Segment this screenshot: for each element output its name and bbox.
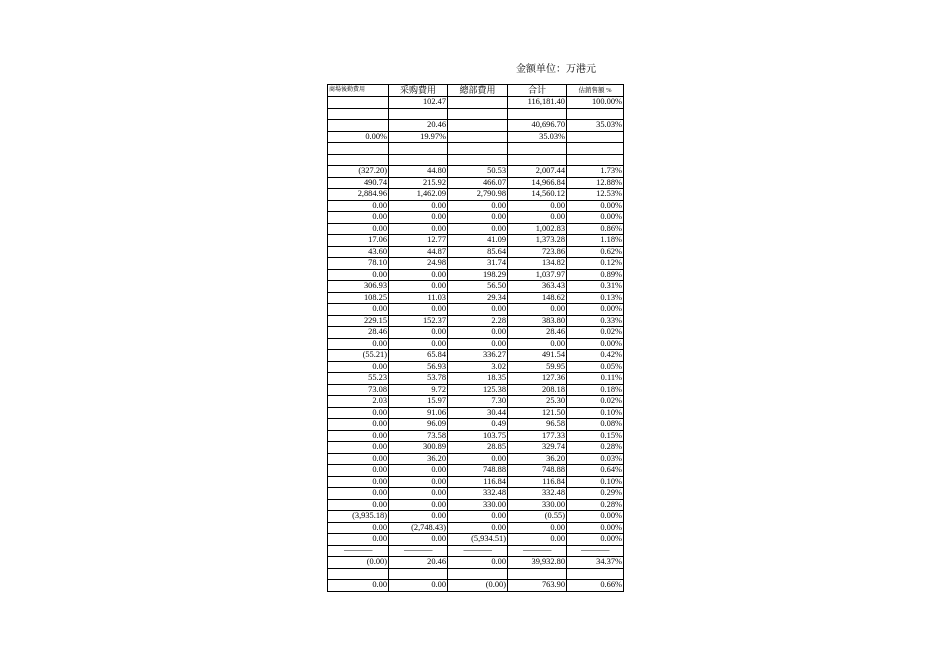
cell-procurement: 0.00 xyxy=(389,580,448,592)
cell-headquarters: 56.50 xyxy=(448,281,508,293)
cell-sales-pct: 0.13% xyxy=(567,292,624,304)
cell-procurement: 0.00 xyxy=(389,476,448,488)
cell-headquarters: 31.74 xyxy=(448,258,508,270)
cell-procurement: 44.87 xyxy=(389,246,448,258)
cell-total: 177.33 xyxy=(508,430,567,442)
cell-sales-pct: 0.28% xyxy=(567,442,624,454)
cell-headquarters: 28.85 xyxy=(448,442,508,454)
cell-total: 35.03% xyxy=(508,131,567,143)
cell-mall-backoffice: 0.00 xyxy=(328,522,389,534)
table-row xyxy=(328,154,624,166)
cell-procurement: 36.20 xyxy=(389,453,448,465)
cell-total: 491.54 xyxy=(508,350,567,362)
cell-sales-pct: 0.00% xyxy=(567,304,624,316)
cell-procurement: 0.00 xyxy=(389,223,448,235)
cell-total: 148.62 xyxy=(508,292,567,304)
cell-headquarters: 2,790.98 xyxy=(448,189,508,201)
cell-total: 208.18 xyxy=(508,384,567,396)
cell-procurement: 1,462.09 xyxy=(389,189,448,201)
cell-sales-pct xyxy=(567,143,624,155)
table-row xyxy=(328,258,624,270)
cell-procurement: 20.46 xyxy=(389,557,448,569)
cell-headquarters: ------------------- xyxy=(448,545,508,557)
cell-mall-backoffice: 229.15 xyxy=(328,315,389,327)
header-row xyxy=(328,85,624,97)
table-row xyxy=(328,200,624,212)
cell-mall-backoffice: 17.06 xyxy=(328,235,389,247)
cell-procurement: 0.00 xyxy=(389,488,448,500)
table-row xyxy=(328,522,624,534)
cell-headquarters: 330.00 xyxy=(448,499,508,511)
cell-mall-backoffice: 0.00 xyxy=(328,465,389,477)
cell-sales-pct: 0.08% xyxy=(567,419,624,431)
cell-headquarters: 0.00 xyxy=(448,557,508,569)
cell-headquarters: (5,934.51) xyxy=(448,534,508,546)
table-row xyxy=(328,465,624,477)
cell-procurement: 0.00 xyxy=(389,304,448,316)
cell-headquarters: 7.30 xyxy=(448,396,508,408)
cell-sales-pct: 12.53% xyxy=(567,189,624,201)
cell-total: 127.36 xyxy=(508,373,567,385)
cell-procurement: 73.58 xyxy=(389,430,448,442)
cell-headquarters xyxy=(448,108,508,120)
cell-mall-backoffice: 43.60 xyxy=(328,246,389,258)
cell-sales-pct: 0.10% xyxy=(567,476,624,488)
cell-headquarters: 332.48 xyxy=(448,488,508,500)
cell-procurement: 9.72 xyxy=(389,384,448,396)
table-row xyxy=(328,476,624,488)
cell-mall-backoffice: 0.00 xyxy=(328,476,389,488)
table-row xyxy=(328,350,624,362)
cell-mall-backoffice: 0.00 xyxy=(328,304,389,316)
cell-mall-backoffice: 0.00 xyxy=(328,200,389,212)
cell-sales-pct: 0.00% xyxy=(567,534,624,546)
cell-procurement: 152.37 xyxy=(389,315,448,327)
table-row xyxy=(328,430,624,442)
cell-mall-backoffice: 0.00 xyxy=(328,499,389,511)
cell-total: ------------------- xyxy=(508,545,567,557)
cell-total xyxy=(508,108,567,120)
header-sales-percentage: 估銷售額 % xyxy=(567,85,624,97)
cell-sales-pct: 0.12% xyxy=(567,258,624,270)
cell-total: 332.48 xyxy=(508,488,567,500)
cell-total: 14,966.84 xyxy=(508,177,567,189)
table-row xyxy=(328,545,624,557)
cell-mall-backoffice: 2,884.96 xyxy=(328,189,389,201)
cell-sales-pct: 0.00% xyxy=(567,338,624,350)
cell-total: 0.00 xyxy=(508,200,567,212)
cell-procurement: 53.78 xyxy=(389,373,448,385)
cell-mall-backoffice: 0.00 xyxy=(328,269,389,281)
cell-total: 40,696.70 xyxy=(508,120,567,132)
cell-mall-backoffice: 0.00 xyxy=(328,534,389,546)
cell-total: 0.00 xyxy=(508,304,567,316)
cell-mall-backoffice: 28.46 xyxy=(328,327,389,339)
cell-total: 0.00 xyxy=(508,212,567,224)
cell-procurement: 44.80 xyxy=(389,166,448,178)
cell-sales-pct: 0.86% xyxy=(567,223,624,235)
cell-sales-pct: 0.00% xyxy=(567,522,624,534)
cell-mall-backoffice: 78.10 xyxy=(328,258,389,270)
cell-sales-pct: 0.42% xyxy=(567,350,624,362)
cell-procurement: 0.00 xyxy=(389,269,448,281)
cell-headquarters: 0.00 xyxy=(448,327,508,339)
cell-total: 116,181.40 xyxy=(508,97,567,109)
cell-sales-pct: 0.05% xyxy=(567,361,624,373)
cell-sales-pct: 0.89% xyxy=(567,269,624,281)
cell-total: 363.43 xyxy=(508,281,567,293)
cell-headquarters: 0.00 xyxy=(448,453,508,465)
cell-procurement xyxy=(389,108,448,120)
table-row xyxy=(328,534,624,546)
table-row xyxy=(328,177,624,189)
cell-headquarters: 125.38 xyxy=(448,384,508,396)
cell-sales-pct: 0.02% xyxy=(567,396,624,408)
cell-total: 0.00 xyxy=(508,338,567,350)
cell-total: 723.86 xyxy=(508,246,567,258)
cell-headquarters: 0.00 xyxy=(448,212,508,224)
cell-total: 39,932.80 xyxy=(508,557,567,569)
cell-headquarters: 0.00 xyxy=(448,511,508,523)
table-row xyxy=(328,315,624,327)
cell-total: 2,007.44 xyxy=(508,166,567,178)
cell-headquarters: 29.34 xyxy=(448,292,508,304)
table-row xyxy=(328,488,624,500)
table-row xyxy=(328,511,624,523)
cell-procurement: 0.00 xyxy=(389,338,448,350)
table-row xyxy=(328,396,624,408)
cell-sales-pct: 0.00% xyxy=(567,200,624,212)
cell-sales-pct: 0.33% xyxy=(567,315,624,327)
header-headquarters-expense: 總部費用 xyxy=(448,85,508,97)
table-row xyxy=(328,499,624,511)
cell-mall-backoffice: 0.00 xyxy=(328,442,389,454)
cell-total: 0.00 xyxy=(508,534,567,546)
cell-procurement: ------------------- xyxy=(389,545,448,557)
cell-headquarters: 0.00 xyxy=(448,223,508,235)
cell-headquarters: 30.44 xyxy=(448,407,508,419)
cell-procurement: 0.00 xyxy=(389,212,448,224)
cell-total: 134.82 xyxy=(508,258,567,270)
cell-sales-pct: 0.15% xyxy=(567,430,624,442)
cell-headquarters: 466.07 xyxy=(448,177,508,189)
cell-total: (0.55) xyxy=(508,511,567,523)
cell-procurement xyxy=(389,568,448,580)
cell-mall-backoffice: 0.00 xyxy=(328,488,389,500)
cell-headquarters: 0.00 xyxy=(448,200,508,212)
cell-headquarters: 0.00 xyxy=(448,304,508,316)
cell-total: 14,560.12 xyxy=(508,189,567,201)
cell-sales-pct: 1.18% xyxy=(567,235,624,247)
cell-headquarters: 41.09 xyxy=(448,235,508,247)
cell-headquarters: 18.35 xyxy=(448,373,508,385)
table-row xyxy=(328,557,624,569)
cell-total: 1,373.28 xyxy=(508,235,567,247)
cell-procurement: 0.00 xyxy=(389,465,448,477)
table-row xyxy=(328,246,624,258)
cell-mall-backoffice: ------------------- xyxy=(328,545,389,557)
table-row xyxy=(328,453,624,465)
cell-total: 96.58 xyxy=(508,419,567,431)
table-row xyxy=(328,235,624,247)
cell-mall-backoffice: 0.00 xyxy=(328,338,389,350)
table-row xyxy=(328,580,624,592)
cell-mall-backoffice: 0.00% xyxy=(328,131,389,143)
header-total: 合计 xyxy=(508,85,567,97)
cell-mall-backoffice: 0.00 xyxy=(328,407,389,419)
cell-total: 748.88 xyxy=(508,465,567,477)
cell-headquarters: 748.88 xyxy=(448,465,508,477)
cell-headquarters xyxy=(448,97,508,109)
cell-mall-backoffice: 0.00 xyxy=(328,361,389,373)
cell-total xyxy=(508,154,567,166)
cell-procurement: 56.93 xyxy=(389,361,448,373)
cell-sales-pct: 0.10% xyxy=(567,407,624,419)
cell-headquarters: 50.53 xyxy=(448,166,508,178)
cell-mall-backoffice: 55.23 xyxy=(328,373,389,385)
cell-total: 25.30 xyxy=(508,396,567,408)
cell-mall-backoffice: (55.21) xyxy=(328,350,389,362)
cell-mall-backoffice: 490.74 xyxy=(328,177,389,189)
cell-mall-backoffice: (327.20) xyxy=(328,166,389,178)
cell-headquarters xyxy=(448,120,508,132)
cell-procurement: 0.00 xyxy=(389,281,448,293)
table-row xyxy=(328,189,624,201)
cell-procurement: 0.00 xyxy=(389,200,448,212)
cell-procurement: 0.00 xyxy=(389,327,448,339)
cell-mall-backoffice xyxy=(328,120,389,132)
cell-mall-backoffice: 0.00 xyxy=(328,580,389,592)
cell-total: 329.74 xyxy=(508,442,567,454)
cell-procurement xyxy=(389,143,448,155)
cell-procurement: 102.47 xyxy=(389,97,448,109)
table-row xyxy=(328,373,624,385)
cell-sales-pct: 100.00% xyxy=(567,97,624,109)
table-row xyxy=(328,384,624,396)
cell-total: 36.20 xyxy=(508,453,567,465)
cell-headquarters: 198.29 xyxy=(448,269,508,281)
cell-sales-pct: 34.37% xyxy=(567,557,624,569)
table-row xyxy=(328,166,624,178)
cell-mall-backoffice: 0.00 xyxy=(328,223,389,235)
cell-procurement: 24.98 xyxy=(389,258,448,270)
cell-sales-pct: 0.02% xyxy=(567,327,624,339)
table-row xyxy=(328,442,624,454)
cell-headquarters xyxy=(448,154,508,166)
cell-procurement xyxy=(389,154,448,166)
currency-unit-label: 金额单位：万港元 xyxy=(516,64,596,75)
table-row xyxy=(328,212,624,224)
cell-mall-backoffice: (3,935.18) xyxy=(328,511,389,523)
cell-procurement: 11.03 xyxy=(389,292,448,304)
cell-procurement: 0.00 xyxy=(389,534,448,546)
cell-sales-pct: 0.62% xyxy=(567,246,624,258)
cell-procurement: 96.09 xyxy=(389,419,448,431)
cell-procurement: 12.77 xyxy=(389,235,448,247)
table-body xyxy=(328,97,624,592)
cell-mall-backoffice xyxy=(328,108,389,120)
table-row xyxy=(328,568,624,580)
table-row xyxy=(328,338,624,350)
cell-mall-backoffice: 0.00 xyxy=(328,430,389,442)
cell-headquarters: (0.00) xyxy=(448,580,508,592)
header-procurement-expense: 采购費用 xyxy=(389,85,448,97)
cell-sales-pct xyxy=(567,154,624,166)
cell-mall-backoffice: 2.03 xyxy=(328,396,389,408)
cell-mall-backoffice xyxy=(328,97,389,109)
cell-mall-backoffice: (0.00) xyxy=(328,557,389,569)
cell-total xyxy=(508,143,567,155)
cell-sales-pct: 0.18% xyxy=(567,384,624,396)
cell-sales-pct: 0.11% xyxy=(567,373,624,385)
table-row xyxy=(328,120,624,132)
table-row xyxy=(328,419,624,431)
cell-procurement: 15.97 xyxy=(389,396,448,408)
cell-procurement: 65.84 xyxy=(389,350,448,362)
cell-total xyxy=(508,568,567,580)
cell-headquarters: 2.28 xyxy=(448,315,508,327)
cell-total: 121.50 xyxy=(508,407,567,419)
cell-total: 59.95 xyxy=(508,361,567,373)
cell-total: 1,037.97 xyxy=(508,269,567,281)
cell-sales-pct: 1.73% xyxy=(567,166,624,178)
table-row xyxy=(328,292,624,304)
table-row xyxy=(328,97,624,109)
cell-procurement: (2,748.43) xyxy=(389,522,448,534)
cell-sales-pct: 0.64% xyxy=(567,465,624,477)
cell-sales-pct: 0.66% xyxy=(567,580,624,592)
cell-procurement: 20.46 xyxy=(389,120,448,132)
cell-total: 383.80 xyxy=(508,315,567,327)
table-row xyxy=(328,108,624,120)
cell-headquarters xyxy=(448,568,508,580)
cell-sales-pct xyxy=(567,131,624,143)
cell-procurement: 215.92 xyxy=(389,177,448,189)
cell-total: 330.00 xyxy=(508,499,567,511)
table-row xyxy=(328,304,624,316)
cell-headquarters xyxy=(448,143,508,155)
cell-sales-pct: 0.00% xyxy=(567,511,624,523)
cell-total: 1,002.83 xyxy=(508,223,567,235)
cell-mall-backoffice: 306.93 xyxy=(328,281,389,293)
cell-total: 0.00 xyxy=(508,522,567,534)
cell-sales-pct xyxy=(567,108,624,120)
cell-procurement: 0.00 xyxy=(389,499,448,511)
cell-mall-backoffice: 73.08 xyxy=(328,384,389,396)
header-mall-backoffice-expense: 商場後勤費用 xyxy=(328,85,389,97)
cell-mall-backoffice xyxy=(328,143,389,155)
cell-sales-pct: 0.29% xyxy=(567,488,624,500)
table-row xyxy=(328,223,624,235)
cell-procurement: 91.06 xyxy=(389,407,448,419)
cell-headquarters: 336.27 xyxy=(448,350,508,362)
cell-total: 116.84 xyxy=(508,476,567,488)
table-row xyxy=(328,269,624,281)
table-row xyxy=(328,361,624,373)
cell-procurement: 19.97% xyxy=(389,131,448,143)
cell-headquarters: 0.49 xyxy=(448,419,508,431)
cell-headquarters xyxy=(448,131,508,143)
cell-mall-backoffice: 0.00 xyxy=(328,212,389,224)
cell-procurement: 0.00 xyxy=(389,511,448,523)
cell-headquarters: 103.75 xyxy=(448,430,508,442)
cell-mall-backoffice: 0.00 xyxy=(328,419,389,431)
cell-headquarters: 3.02 xyxy=(448,361,508,373)
table-row xyxy=(328,281,624,293)
table-row xyxy=(328,143,624,155)
cell-procurement: 300.89 xyxy=(389,442,448,454)
cell-mall-backoffice xyxy=(328,568,389,580)
table-row xyxy=(328,407,624,419)
cell-sales-pct: 0.28% xyxy=(567,499,624,511)
cell-headquarters: 0.00 xyxy=(448,338,508,350)
cell-sales-pct: 12.88% xyxy=(567,177,624,189)
cell-total: 763.90 xyxy=(508,580,567,592)
cell-sales-pct xyxy=(567,568,624,580)
table-row xyxy=(328,327,624,339)
expense-table xyxy=(327,84,624,592)
cell-sales-pct: 0.00% xyxy=(567,212,624,224)
cell-headquarters: 0.00 xyxy=(448,522,508,534)
table-row xyxy=(328,131,624,143)
cell-sales-pct: 35.03% xyxy=(567,120,624,132)
cell-total: 28.46 xyxy=(508,327,567,339)
cell-headquarters: 85.64 xyxy=(448,246,508,258)
cell-mall-backoffice: 0.00 xyxy=(328,453,389,465)
cell-sales-pct: ------------------- xyxy=(567,545,624,557)
cell-sales-pct: 0.03% xyxy=(567,453,624,465)
cell-mall-backoffice xyxy=(328,154,389,166)
cell-sales-pct: 0.31% xyxy=(567,281,624,293)
cell-headquarters: 116.84 xyxy=(448,476,508,488)
cell-mall-backoffice: 108.25 xyxy=(328,292,389,304)
